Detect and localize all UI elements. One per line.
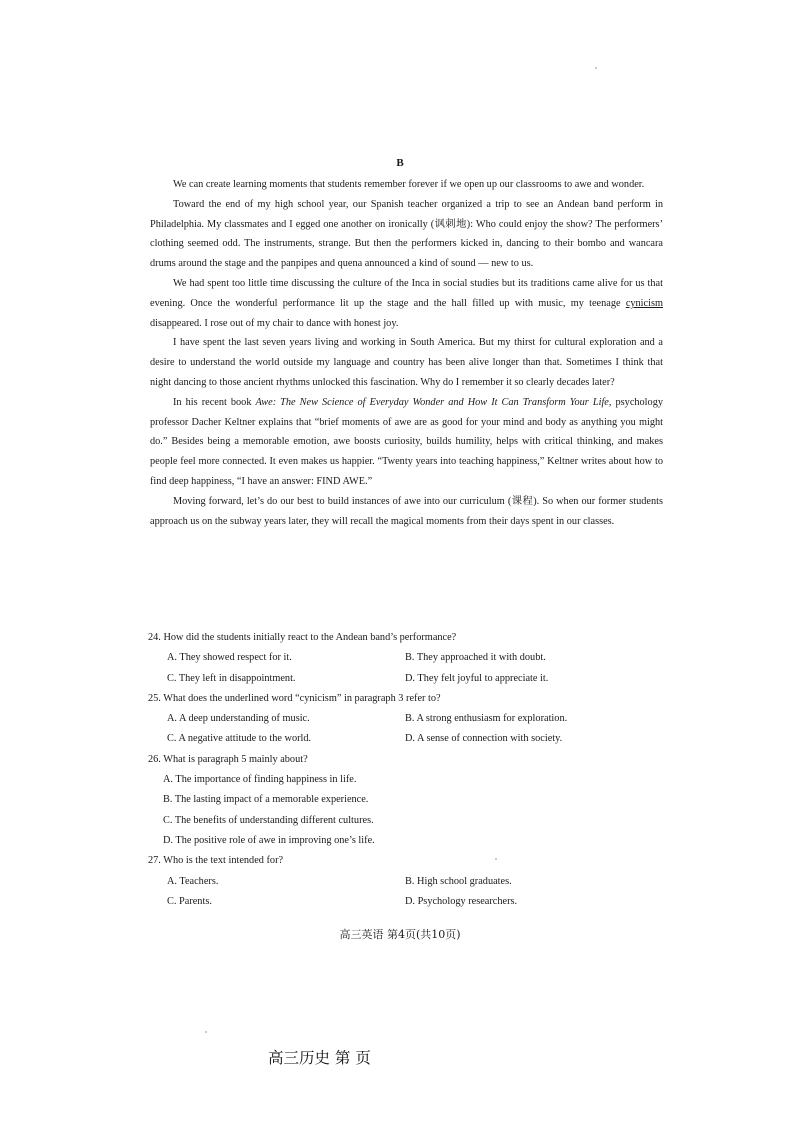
option-a: A. A deep understanding of music. [167, 713, 310, 725]
paragraph-3-text-before: We had spent too little time discussing the culture of the Inca in social studies but its traditions came alive for us that evening. Once the wonderful performance lit up the stage and the hall filled up with music, my teenage [150, 277, 663, 309]
option-b: B. The lasting impact of a memorable experience. [163, 794, 369, 806]
option-b: B. They approached it with doubt. [405, 652, 546, 664]
paragraph-6: Moving forward, let’s do our best to build instances of awe into our curriculum (课程). So when our former students approach us on the subway years later, they will recall the magical moments from their days spent in our classes. [150, 495, 663, 527]
question-stem: 25. What does the underlined word “cynicism” in paragraph 3 refer to? [148, 692, 441, 704]
option-a: A. Teachers. [167, 875, 219, 887]
option-c: C. They left in disappointment. [167, 672, 296, 684]
question-stem: 26. What is paragraph 5 mainly about? [148, 753, 308, 765]
section-title: B [396, 157, 404, 169]
reading-passage [150, 175, 663, 531]
option-a: A. The importance of finding happiness in life. [163, 774, 357, 786]
question-26 [148, 750, 668, 851]
option-d: D. The positive role of awe in improving one’s life. [163, 834, 375, 846]
question-list [148, 628, 668, 912]
option-d: D. A sense of connection with society. [405, 733, 563, 745]
scan-speck [205, 1031, 207, 1033]
paragraph-5 [150, 393, 663, 492]
option-b: B. High school graduates. [405, 875, 512, 887]
option-a: A. They showed respect for it. [167, 652, 292, 664]
option-c: C. The benefits of understanding different cultures. [163, 814, 374, 826]
bleed-through-header: 高三历史 第 页 [268, 1049, 371, 1067]
scan-speck [495, 858, 497, 860]
option-c: C. Parents. [167, 895, 212, 907]
paragraph-1: We can create learning moments that students remember forever if we open up our classrooms to awe and wonder. [173, 179, 645, 190]
paragraph-5-text-after: , psychology professor Dacher Keltner explains that “brief moments of awe are as good for your mind and body as anything you might do.” Besides being a memorable emotion, awe boosts curiosity, builds humility, helps with critical thinking, and makes people feel more connected. It even makes us happier. “Twenty years into teaching happiness,” Keltner writes about how to find deep happiness, “I have an answer: FIND AWE.” [150, 396, 663, 487]
paragraph-2: Toward the end of my high school year, our Spanish teacher organized a trip to see an Andean band perform in Philadelphia. My classmates and I egged one another on ironically (讽刺地): Who could enjoy the show? The performers’ clothing seemed odd. The instruments, strange. But then the performers kicked in, dancing to their bombo and wancara drums around the stage and the panpipes and quena announced a kind of sound — new to us. [150, 198, 663, 270]
option-d: D. They felt joyful to appreciate it. [405, 672, 549, 684]
scan-speck [595, 67, 597, 69]
book-title: Awe: The New Science of Everyday Wonder and How It Can Transform Your Life [255, 396, 609, 408]
option-b: B. A strong enthusiasm for exploration. [405, 713, 568, 725]
question-27 [148, 851, 668, 912]
question-24 [148, 628, 668, 689]
question-25 [148, 689, 668, 750]
paragraph-5-text-before: In his recent book [173, 396, 256, 408]
underlined-word-cynicism: cynicism [625, 297, 663, 309]
question-stem: 24. How did the students initially react to the Andean band’s performance? [148, 632, 457, 643]
paragraph-3-text-after: disappeared. I rose out of my chair to dance with honest joy. [150, 317, 399, 329]
option-d: D. Psychology researchers. [405, 895, 518, 907]
option-c: C. A negative attitude to the world. [167, 733, 312, 745]
paragraph-4: I have spent the last seven years living and working in South America. But my thirst for cultural exploration and a desire to understand the world outside my language and country has been alive longer than that. Sometimes I think that night dancing to those ancient rhythms unlocked this fascination. Why do I remember it so clearly decades later? [150, 337, 663, 388]
question-stem: 27. Who is the text intended for? [148, 855, 284, 867]
paragraph-3 [150, 274, 663, 333]
page-footer: 高三英语 第4页(共10页) [339, 928, 461, 941]
